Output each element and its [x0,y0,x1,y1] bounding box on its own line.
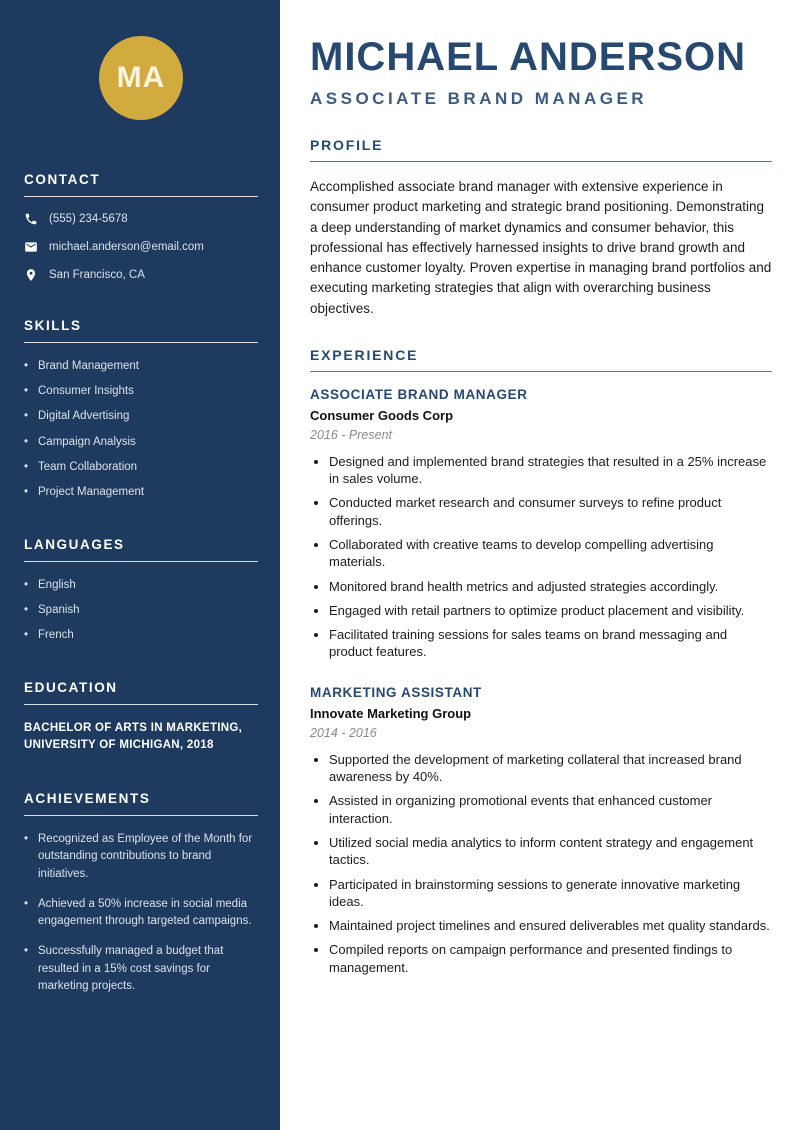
achievements-section [24,791,258,995]
job-role: ASSOCIATE BRAND MANAGER [310,386,528,402]
experience-job [310,387,772,661]
contact-location-row [24,268,258,282]
job-bullet: • Supported the development of marketing collateral that increased brand awareness by 40%. [329,751,772,786]
experience-job [310,685,772,977]
job-bullet-list [310,751,772,977]
profile-text: Accomplished associate brand manager with extensive experience in consumer product marketing and strategic brand positioning. Demonstrating a deep understanding of market dynamics and consumer behavior, this professional has effectively harnessed insights to drive brand growth and enhance customer loyalty. Proven expertise in managing brand portfolios and executing marketing strategies that align with overarching business objectives. [310,179,772,316]
phone-icon [24,212,38,226]
job-bullet-list [310,453,772,661]
job-dates: 2014 - 2016 [310,725,377,740]
email-icon [24,240,38,254]
contact-heading: CONTACT [24,172,258,197]
avatar [99,36,183,120]
skill-item: • Project Management [24,484,258,501]
skills-section [24,318,258,501]
skills-heading: SKILLS [24,318,258,343]
job-bullet: • Facilitated training sessions for sales teams on brand messaging and product features. [329,626,772,661]
achievements-heading: ACHIEVEMENTS [24,791,258,816]
job-bullet: • Engaged with retail partners to optimize product placement and visibility. [329,602,772,620]
location-icon [24,268,38,282]
language-item: • English [24,577,258,594]
achievements-list [24,831,258,995]
skill-item: • Team Collaboration [24,459,258,476]
contact-location-text: San Francisco, CA [49,269,145,281]
skill-item: • Digital Advertising [24,408,258,425]
job-bullet: • Participated in brainstorming sessions to generate innovative marketing ideas. [329,876,772,911]
job-company: Innovate Marketing Group [310,705,472,721]
avatar-initials: MA [116,61,166,94]
contact-section [24,172,258,282]
job-company: Consumer Goods Corp [310,407,454,423]
achievement-item: • Achieved a 50% increase in social media engagement through targeted campaigns. [24,896,258,931]
languages-list [24,577,258,644]
language-item: • Spanish [24,602,258,619]
person-title: ASSOCIATE BRAND MANAGER [310,89,648,108]
contact-email-text: michael.anderson@email.com [49,241,204,253]
skill-item: • Brand Management [24,358,258,375]
skills-list [24,358,258,501]
skill-item: • Consumer Insights [24,383,258,400]
job-bullet: • Collaborated with creative teams to develop compelling advertising materials. [329,536,772,571]
contact-email-row [24,240,258,254]
job-bullet: • Monitored brand health metrics and adjusted strategies accordingly. [329,578,772,596]
job-dates: 2016 - Present [310,427,392,442]
job-bullet: • Designed and implemented brand strategies that resulted in a 25% increase in sales volume. [329,453,772,488]
languages-heading: LANGUAGES [24,537,258,562]
language-item: • French [24,627,258,644]
languages-section [24,537,258,644]
job-bullet: • Compiled reports on campaign performance and presented findings to management. [329,941,772,976]
sidebar [0,0,280,1130]
person-name: MICHAEL ANDERSON [310,35,747,79]
main-content [280,0,800,1130]
job-role: MARKETING ASSISTANT [310,684,482,700]
achievement-item: • Recognized as Employee of the Month for outstanding contributions to brand initiatives. [24,831,258,883]
job-bullet: • Utilized social media analytics to inform content strategy and engagement tactics. [329,834,772,869]
contact-phone-text: (555) 234-5678 [49,213,128,225]
experience-heading: EXPERIENCE [310,347,772,372]
job-bullet: • Assisted in organizing promotional events that enhanced customer interaction. [329,792,772,827]
job-bullet: • Maintained project timelines and ensured deliverables met quality standards. [329,917,772,935]
job-bullet: • Conducted market research and consumer surveys to refine product offerings. [329,494,772,529]
skill-item: • Campaign Analysis [24,434,258,451]
contact-phone-row [24,212,258,226]
education-degree: BACHELOR OF ARTS IN MARKETING, UNIVERSITY OF MICHIGAN, 2018 [24,721,243,752]
education-heading: EDUCATION [24,680,258,705]
achievement-item: • Successfully managed a budget that resulted in a 15% cost savings for marketing projects. [24,943,258,995]
profile-heading: PROFILE [310,137,772,162]
education-section [24,680,258,756]
